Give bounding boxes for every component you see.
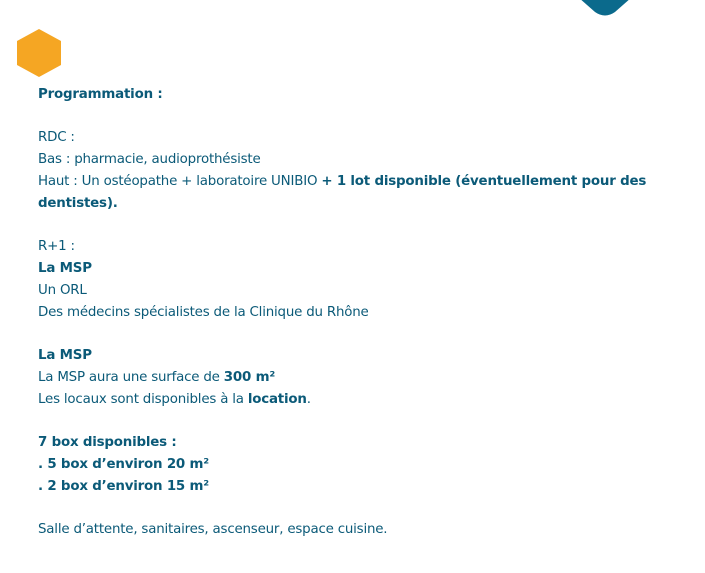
bas-line: Bas : pharmacie, audioprothésiste <box>38 152 261 167</box>
surface-prefix: La MSP aura une surface de <box>38 370 224 385</box>
locaux-prefix: Les locaux sont disponibles à la <box>38 392 248 407</box>
r1-label: R+1 : <box>38 239 75 254</box>
spacer <box>38 498 688 519</box>
msp-heading: La MSP <box>38 348 92 363</box>
blue-shape-icon <box>570 0 640 16</box>
box-heading: 7 box disponibles : <box>38 435 177 450</box>
surface-line <box>38 367 688 389</box>
r1-msp: La MSP <box>38 261 92 276</box>
surface-value: 300 m² <box>223 370 276 385</box>
document-content <box>38 84 688 541</box>
box-item-2: . 2 box d’environ 15 m² <box>38 479 209 494</box>
spacer <box>38 106 688 127</box>
programmation-heading: Programmation : <box>38 87 163 102</box>
spacer <box>38 411 688 432</box>
amenities-line: Salle d’attente, sanitaires, ascenseur, espace cuisine. <box>38 522 388 537</box>
locaux-bold: location <box>247 392 307 407</box>
r1-medecins: Des médecins spécialistes de la Clinique du Rhône <box>38 305 369 320</box>
box-item-1: . 5 box d’environ 20 m² <box>38 457 209 472</box>
orange-hexagon-icon <box>16 29 62 77</box>
haut-line <box>38 171 688 215</box>
locaux-line <box>38 389 688 411</box>
spacer <box>38 215 688 236</box>
locaux-suffix: . <box>306 392 311 407</box>
spacer <box>38 324 688 345</box>
rdc-label: RDC : <box>38 130 75 145</box>
haut-bold: + 1 lot disponible (éventuellement pour des dentistes). <box>38 174 647 211</box>
haut-prefix: Haut : Un ostéopathe + laboratoire UNIBIO <box>38 174 322 189</box>
r1-orl: Un ORL <box>38 283 87 298</box>
